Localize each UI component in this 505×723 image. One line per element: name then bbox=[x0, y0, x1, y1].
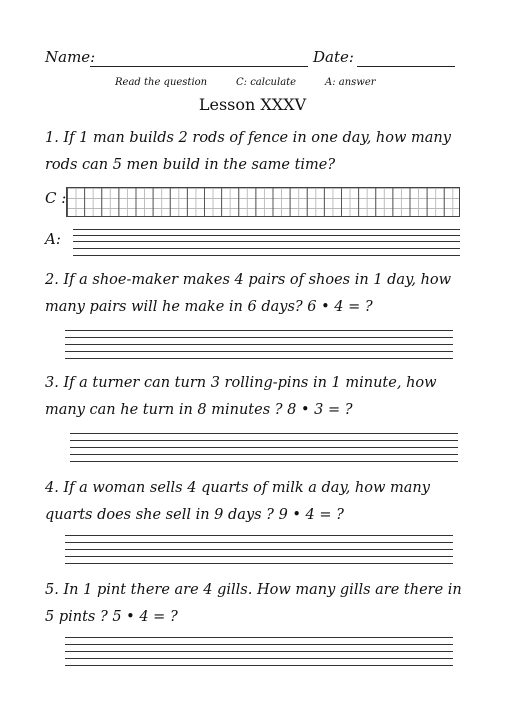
instruction-read: Read the question bbox=[115, 77, 208, 88]
writing-rule bbox=[65, 644, 453, 645]
instruction-calc: C: calculate bbox=[236, 77, 297, 88]
answer-rule bbox=[73, 235, 460, 236]
writing-rule bbox=[65, 665, 453, 666]
writing-rule bbox=[65, 358, 453, 359]
writing-rule bbox=[65, 351, 453, 352]
question-3-line-1: 3. If a turner can turn 3 rolling-pins in 1 minute, how bbox=[45, 375, 437, 391]
writing-rule bbox=[65, 542, 453, 543]
calculation-grid[interactable] bbox=[66, 187, 460, 217]
answer-rule bbox=[73, 241, 460, 242]
date-label: Date: bbox=[313, 48, 354, 66]
writing-rule bbox=[65, 651, 453, 652]
instruction-answer: A: answer bbox=[325, 77, 376, 88]
writing-rule bbox=[70, 454, 458, 455]
calc-label: C : bbox=[45, 189, 67, 207]
page-title: Lesson XXXV bbox=[198, 95, 307, 114]
writing-rule bbox=[65, 344, 453, 345]
name-field[interactable] bbox=[90, 66, 308, 67]
writing-rule bbox=[65, 535, 453, 536]
answer-rule bbox=[73, 248, 460, 249]
answer-rule bbox=[73, 229, 460, 230]
writing-rule bbox=[70, 447, 458, 448]
writing-rule bbox=[70, 440, 458, 441]
name-label: Name: bbox=[45, 48, 96, 66]
question-4-line-2: quarts does she sell in 9 days ? 9 • 4 = ? bbox=[45, 507, 344, 523]
question-1-line-2: rods can 5 men build in the same time? bbox=[45, 157, 336, 173]
answer-rule bbox=[73, 255, 460, 256]
writing-rule bbox=[65, 337, 453, 338]
question-5-line-2: 5 pints ? 5 • 4 = ? bbox=[45, 609, 178, 625]
writing-rule bbox=[65, 549, 453, 550]
writing-rule bbox=[65, 637, 453, 638]
answer-label: A: bbox=[45, 230, 61, 248]
question-1-line-1: 1. If 1 man builds 2 rods of fence in one day, how many bbox=[45, 130, 451, 146]
writing-rule bbox=[65, 556, 453, 557]
question-2-line-1: 2. If a shoe-maker makes 4 pairs of shoes in 1 day, how bbox=[45, 272, 452, 288]
writing-rule bbox=[70, 433, 458, 434]
writing-rule bbox=[70, 461, 458, 462]
date-field[interactable] bbox=[357, 66, 455, 67]
writing-rule bbox=[65, 563, 453, 564]
writing-rule bbox=[65, 330, 453, 331]
question-4-line-1: 4. If a woman sells 4 quarts of milk a day, how many bbox=[45, 480, 430, 496]
writing-rule bbox=[65, 658, 453, 659]
question-2-line-2: many pairs will he make in 6 days? 6 • 4 = ? bbox=[45, 299, 373, 315]
question-3-line-2: many can he turn in 8 minutes ? 8 • 3 = ? bbox=[45, 402, 353, 418]
question-5-line-1: 5. In 1 pint there are 4 gills. How many gills are there in bbox=[45, 582, 462, 598]
